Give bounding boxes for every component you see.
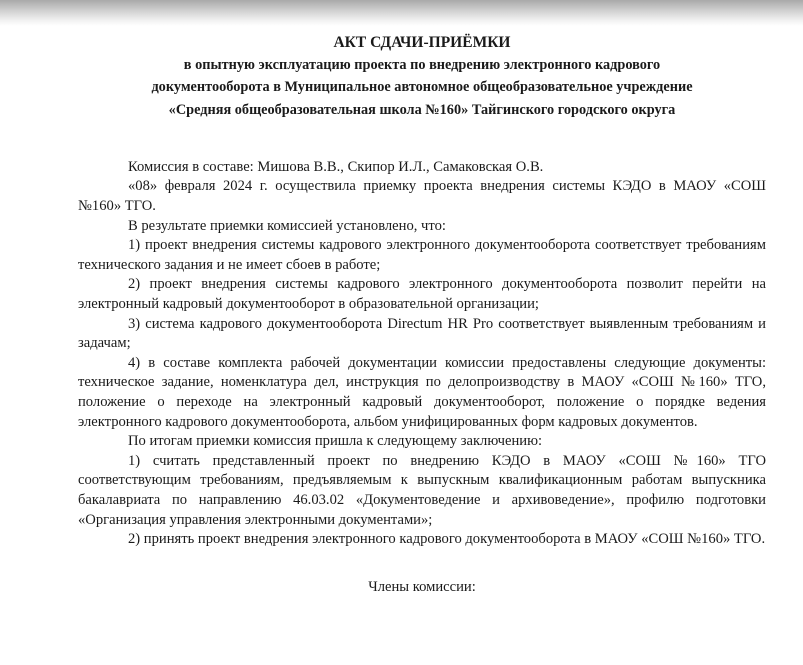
document-subtitle-line: в опытную эксплуатацию проекта по внедрению электронного кадрового — [183, 57, 661, 73]
paragraph-commission: Комиссия в составе: Мишова В.В., Скипор И.Л., Самаковская О.В. — [128, 158, 544, 175]
document-title: АКТ СДАЧИ-ПРИЁМКИ — [333, 34, 511, 51]
signatures-heading: Члены комиссии: — [368, 578, 476, 595]
document-subtitle-line: документооборота в Муниципальное автономное общеобразовательное учреждение — [151, 79, 693, 96]
paragraph-conclusion-intro: По итогам приемки комиссия пришла к следующему заключению: — [128, 433, 543, 450]
paragraph-finding-4: 4) в составе комплекта рабочей документации комиссии предоставлены следующие документы: техническое задание, номенклатура дел, инструкция по делопроизводству в МАОУ «СОШ №160» ТГО, положение о переходе на электронный кадровый документооборот, положение о порядке ведения электронного кадрового документооборота, альбом унифицированных форм кадровых документов. — [78, 354, 766, 430]
paragraph-conclusion-2: 2) принять проект внедрения электронного кадрового документооборота в МАОУ «СОШ №160» ТГО. — [128, 531, 766, 548]
paragraph-finding-3: 3) система кадрового документооборота Directum HR Pro соответствует выявленным требованиям и задачам; — [78, 315, 766, 352]
paragraph-finding-1: 1) проект внедрения системы кадрового электронного документооборота соответствует требованиям технического задания и не имеет сбоев в работе; — [78, 237, 766, 273]
paragraph-results-intro: В результате приемки комиссией установлено, что: — [128, 217, 446, 234]
paragraph-conclusion-1: 1) считать представленный проект по внедрению КЭДО в МАОУ «СОШ №160» ТГО соответствующим требованиям, предъявляемым к выпускным квалификационным работам выпускника бакалавриата по направлению 46.03.02 «Документоведение и архивоведение», профилю подготовки «Организация управления электронными документами»; — [78, 452, 766, 528]
paragraph-finding-2: 2) проект внедрения системы кадрового электронного документооборота позволит перейти на электронный кадровый документооборот в образовательной организации; — [78, 276, 766, 313]
paragraph-date: «08» февраля 2024 г. осуществила приемку проекта внедрения системы КЭДО в МАОУ «СОШ №160» ТГО. — [78, 178, 766, 215]
document-page — [78, 30, 766, 596]
page-top-shadow — [0, 0, 803, 26]
document-body — [78, 158, 766, 550]
document-subtitle-line: «Средняя общеобразовательная школа №160» Тайгинского городского округа — [168, 101, 676, 118]
